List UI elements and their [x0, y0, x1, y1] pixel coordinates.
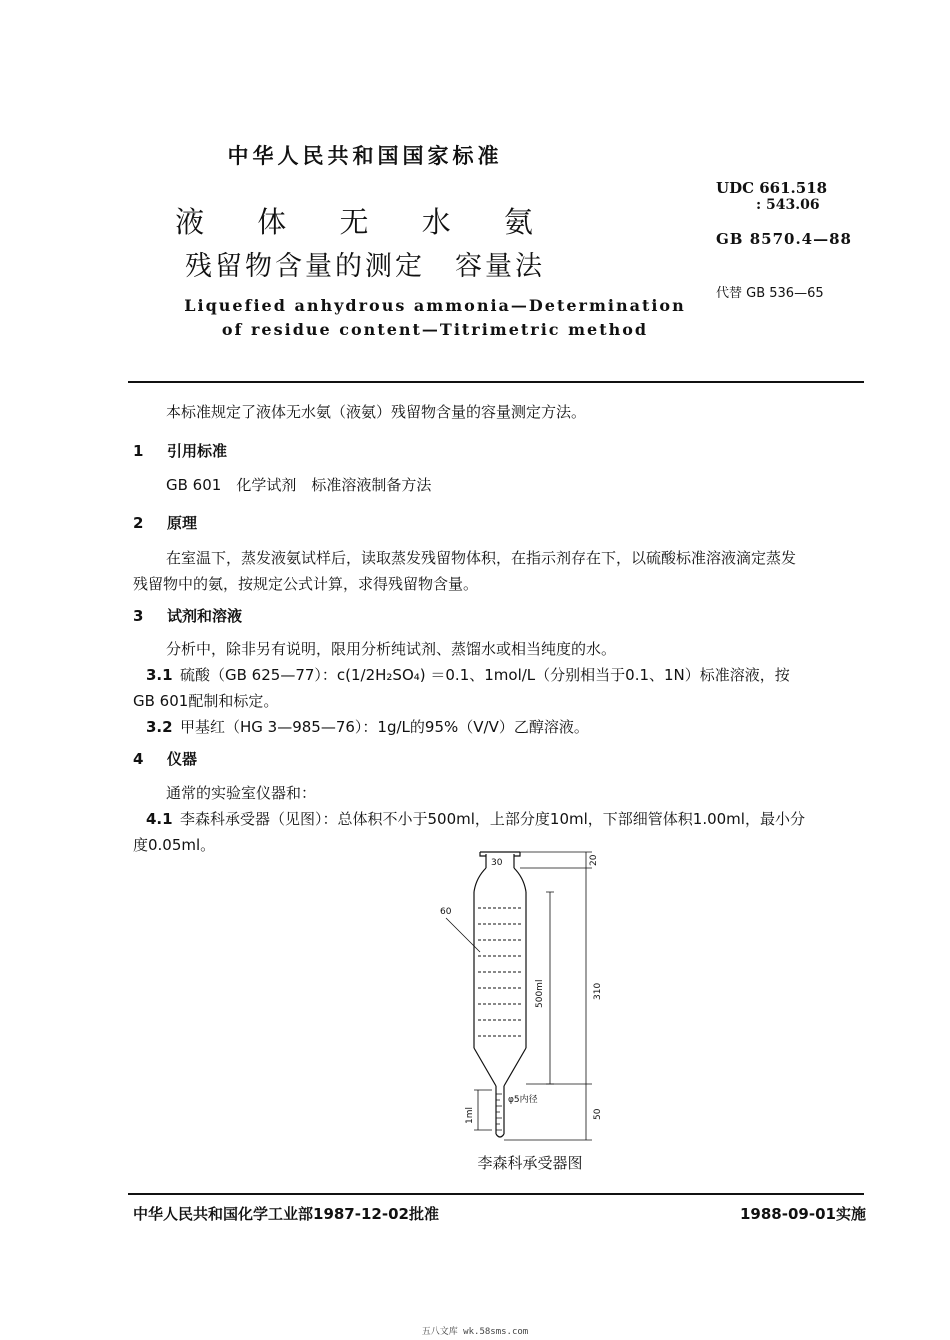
item-3-1-line2: GB 601配制和标定。	[133, 692, 279, 710]
title-chinese-line2: 残留物含量的测定 容量法	[185, 251, 545, 282]
title-english-line2: of residue content—Titrimetric method	[221, 320, 649, 339]
label-30: 30	[491, 858, 503, 868]
label-310: 310	[593, 982, 603, 1000]
national-standard-heading: 中华人民共和国国家标准	[227, 144, 503, 168]
footer-divider	[128, 1193, 864, 1195]
item-3-1	[146, 662, 790, 689]
intro-paragraph: 本标准规定了液体无水氨（液氨）残留物含量的容量测定方法。	[166, 403, 587, 421]
implementation-date: 1988-09-01实施	[740, 1205, 866, 1223]
section-title: 引用标准	[167, 442, 228, 460]
label-50: 50	[593, 1108, 603, 1120]
section-2-heading	[133, 512, 197, 533]
item-number: 3.2	[146, 718, 173, 736]
label-bore: φ5内径	[508, 1095, 538, 1105]
item-number: 4.1	[146, 810, 173, 828]
section-3-heading	[133, 605, 242, 626]
dim-1ml-line	[474, 1090, 492, 1130]
body-graduations	[478, 908, 522, 1036]
udc-code-line2: : 543.06	[756, 197, 820, 213]
header-divider	[128, 381, 864, 383]
section-3-body: 分析中，除非另有说明，限用分析纯试剂、蒸馏水或相当纯度的水。	[166, 640, 617, 658]
item-4-1-line1: 李森科承受器（见图）：总体积不小于500ml，上部分度10ml，下部细管体积1.00ml，最小分	[180, 810, 805, 828]
title-english-line1: Liquefied anhydrous ammonia—Determination	[184, 296, 686, 315]
section-4-heading	[133, 748, 197, 769]
section-number: 3	[133, 607, 144, 625]
item-3-2	[146, 714, 589, 741]
label-1ml: 1ml	[465, 1107, 475, 1124]
replaces-standard: 代替 GB 536—65	[716, 286, 824, 301]
section-number: 2	[133, 514, 144, 532]
receiver-shoulder	[474, 868, 526, 892]
section-title: 试剂和溶液	[167, 607, 243, 625]
section-4-body: 通常的实验室仪器和：	[166, 784, 317, 802]
section-2-body-line1: 在室温下，蒸发液氨试样后，读取蒸发残留物体积，在指示剂存在下，以硫酸标准溶液滴定蒸发	[166, 549, 797, 567]
udc-code-line1: UDC 661.518	[716, 179, 828, 197]
item-4-1	[146, 806, 805, 833]
dim-20-line	[520, 852, 592, 868]
label-20: 20	[589, 854, 599, 866]
dim-310-line	[526, 868, 592, 1084]
section-number: 1	[133, 442, 144, 460]
section-title: 仪器	[167, 750, 198, 768]
gb-standard-number: GB 8570.4—88	[716, 230, 852, 248]
tube-graduations	[496, 1094, 502, 1130]
dim-500ml-line	[546, 892, 554, 1084]
item-3-2-line1: 甲基红（HG 3—985—76）：1g/L的95%（V/V）乙醇溶液。	[180, 718, 589, 736]
approval-info: 中华人民共和国化学工业部1987-12-02批准	[133, 1205, 439, 1223]
section-number: 4	[133, 750, 144, 768]
section-title: 原理	[167, 514, 198, 532]
lisenko-receiver-figure	[430, 848, 610, 1144]
leader-60	[446, 918, 480, 952]
title-chinese-line1: 液 体 无 水 氨	[175, 205, 555, 239]
watermark: 五八文库 wk.58sms.com	[421, 1327, 529, 1337]
label-60: 60	[440, 907, 452, 917]
section-2-body-line2: 残留物中的氨，按规定公式计算，求得残留物含量。	[133, 575, 479, 593]
receiver-cone	[474, 1048, 526, 1086]
section-1-heading	[133, 440, 227, 461]
receiver-body	[474, 892, 526, 1048]
figure-caption: 李森科承受器图	[477, 1154, 583, 1172]
section-1-body: GB 601 化学试剂 标准溶液制备方法	[166, 476, 432, 494]
item-number: 3.1	[146, 666, 173, 684]
item-4-1-line2: 度0.05ml。	[133, 836, 216, 854]
dim-50-line	[504, 1084, 592, 1140]
item-3-1-line1: 硫酸（GB 625—77）：c(1/2H₂SO₄) ＝0.1、1mol/L（分别相当于0.1、1N）标准溶液，按	[180, 666, 790, 684]
label-500ml: 500ml	[535, 979, 545, 1008]
